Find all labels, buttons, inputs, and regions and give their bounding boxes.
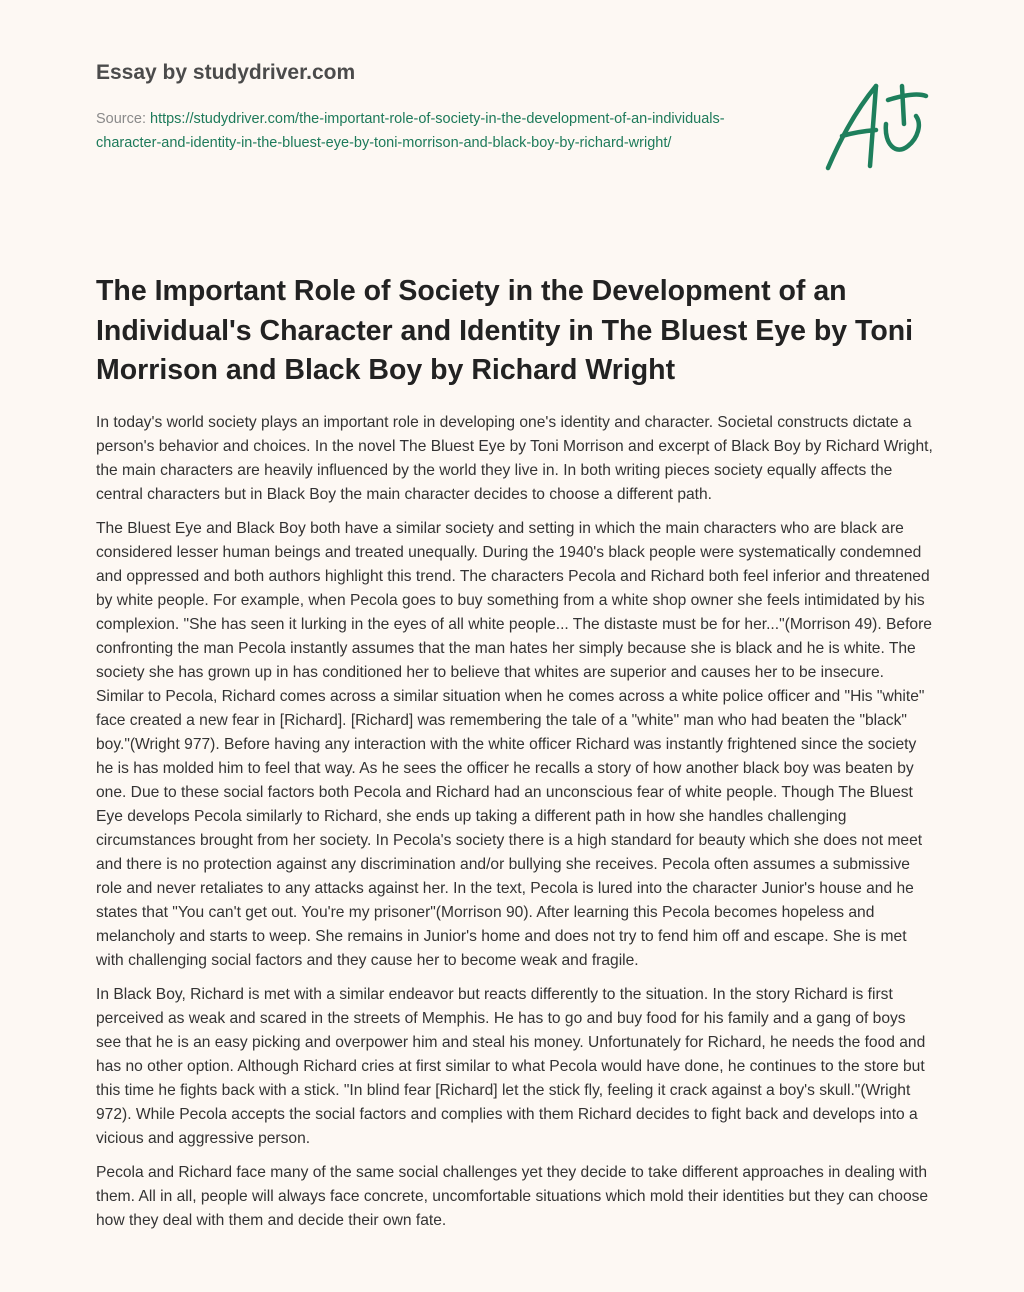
essay-paragraph: In today's world society plays an important role in developing one's identity and character. Societal constructs dictate a person's behavior and choices. In the novel The Bluest Eye by Toni Morrison and excerpt of Black Boy by Richard Wright, the main characters are heavily influenced by the world they live in. In both writing pieces society equally affects the central characters but in Black Boy the main character decides to choose a different path.: [96, 414, 933, 503]
essay-title: The Important Role of Society in the Development of an Individual's Character and Identity in The Bluest Eye by Toni Morrison and Black Boy by Richard Wright: [96, 275, 914, 386]
site-brand: Essay by studydriver.com: [96, 61, 356, 84]
essay-body: [96, 411, 934, 1243]
essay-paragraph: The Bluest Eye and Black Boy both have a similar society and setting in which the main characters who are black are considered lesser human beings and treated unequally. During the 1940's black people were systematically condemned and oppressed and both authors highlight this trend. The characters Pecola and Richard both feel inferior and threatened by white people. For example, when Pecola goes to buy something from a white shop owner she feels intimidated by his complexion. "She has seen it lurking in the eyes of all white people... The distaste must be for her..."(Morrison 49). Before confronting the man Pecola instantly assumes that the man hates her simply because she is black and he is white. The society she has grown up in has conditioned her to believe that whites are superior and causes her to be insecure. Similar to Pecola, Richard comes across a similar situation when he comes across a white police officer and "His "white" face created a new fear in [Richard]. [Richard] was remembering the tale of a "white" man who had beaten the "black" boy."(Wright 977). Before having any interaction with the white officer Richard was instantly frightened since the society he is has molded him to feel that way. As he sees the officer he recalls a story of how another black boy was beaten by one. Due to these social factors both Pecola and Richard had an unconscious fear of white people. Though The Bluest Eye develops Pecola similarly to Richard, she ends up taking a different path in how she handles challenging circumstances brought from her society. In Pecola's society there is a high standard for beauty which she does not meet and there is no protection against any discrimination and/or bullying she receives. Pecola often assumes a submissive role and never retaliates to any attacks against her. In the text, Pecola is lured into the character Junior's house and he states that "You can't get out. You're my prisoner"(Morrison 90). After learning this Pecola becomes hopeless and melancholy and starts to weep. She remains in Junior's home and does not try to fend him off and escape. She is met with challenging social factors and they cause her to become weak and fragile.: [96, 520, 932, 969]
essay-paragraph: Pecola and Richard face many of the same social challenges yet they decide to take different approaches in dealing with them. All in all, people will always face concrete, uncomfortable situations which mold their identities but they can choose how they deal with them and decide their own fate.: [96, 1164, 929, 1229]
source-label: Source:: [96, 111, 150, 127]
essay-paragraph: In Black Boy, Richard is met with a similar endeavor but reacts differently to the situation. In the story Richard is first perceived as weak and scared in the streets of Memphis. He has to go and buy food for his family and a gang of boys see that he is an easy picking and overpower him and steal his money. Unfortunately for Richard, he needs the food and has no other option. Although Richard cries at first similar to what Pecola would have done, he continues to the store but this time he fights back with a stick. "In blind fear [Richard] let the stick fly, feeling it crack against a boy's skull."(Wright 972). While Pecola accepts the social factors and complies with them Richard decides to fight back and develops into a vicious and aggressive person.: [96, 986, 926, 1147]
source-line: [96, 107, 736, 155]
source-link[interactable]: https://studydriver.com/the-important-role-of-society-in-the-development-of-an-individuals-character-and-identity-in-the-bluest-eye-by-toni-morrison-and-black-boy-by-richard-wright/: [96, 111, 725, 151]
a-plus-logo: [818, 78, 930, 174]
